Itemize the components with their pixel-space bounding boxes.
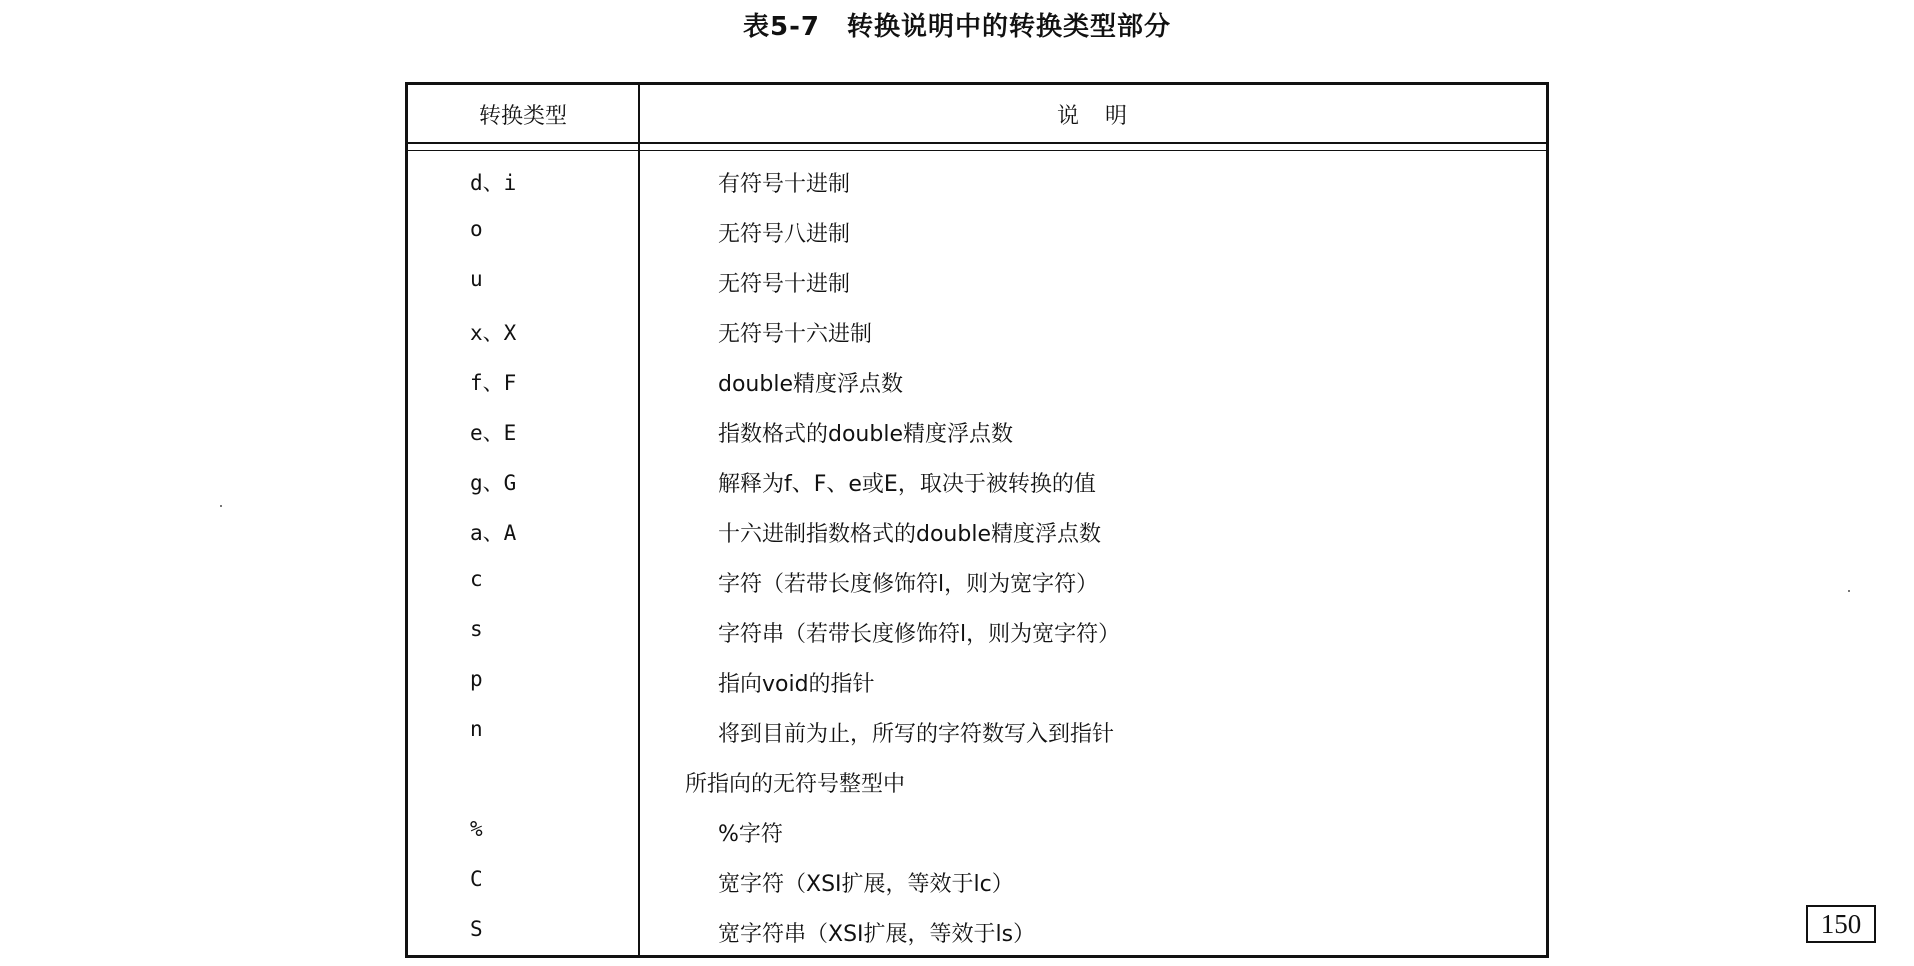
table-row [408,607,1546,657]
description-cell: 指向void的指针 [718,672,875,697]
description-cell: 无符号十进制 [718,272,851,297]
description-cell: 无符号八进制 [718,222,851,247]
description-cell: 解释为f、F、e或E，取决于被转换的值 [718,472,1096,497]
conversion-type-table [405,82,1549,958]
description-cell: 宽字符（XSI扩展，等效于lc） [718,872,1014,897]
description-cell: 将到目前为止，所写的字符数写入到指针 [718,722,1115,747]
conversion-type-cell: % [470,817,483,841]
header-conversion-type: 转换类型 [478,104,567,129]
conversion-type-cell: f、F [470,371,517,395]
scan-speck [220,505,222,507]
conversion-type-cell: u [470,267,483,291]
scan-speck [1848,590,1850,592]
description-cell: 有符号十进制 [718,172,851,197]
description-cell: %字符 [718,822,783,847]
conversion-type-cell: g、G [470,471,517,495]
conversion-type-cell: n [470,717,483,741]
table-row [408,257,1546,307]
conversion-type-cell: e、E [470,421,517,445]
header-description: 说 明 [1056,104,1129,129]
table-row [408,457,1546,507]
description-cell: 所指向的无符号整型中 [685,772,906,797]
conversion-type-cell: S [470,917,483,941]
header-rule [408,142,1546,144]
table-row [408,307,1546,357]
table-row [408,807,1546,857]
conversion-type-cell: a、A [470,521,517,545]
table-row [408,657,1546,707]
conversion-type-cell: p [470,667,483,691]
description-cell: 字符串（若带长度修饰符l，则为宽字符） [718,622,1121,647]
description-cell: 十六进制指数格式的double精度浮点数 [718,522,1101,547]
conversion-type-cell: d、i [470,171,517,195]
description-cell: 指数格式的double精度浮点数 [718,422,1013,447]
table-row [408,707,1546,757]
conversion-type-cell: x、X [470,321,517,345]
table-row [408,757,1546,807]
table-row [408,357,1546,407]
description-cell: 字符（若带长度修饰符l，则为宽字符） [718,572,1099,597]
table-row [408,407,1546,457]
table-row [408,207,1546,257]
description-cell: double精度浮点数 [718,372,903,397]
table-body [408,157,1546,957]
header-rule-thin [408,150,1546,151]
table-row [408,857,1546,907]
table-title: 表5-7 转换说明中的转换类型部分 [743,12,1171,42]
table-row [408,157,1546,207]
conversion-type-cell: c [470,567,483,591]
conversion-type-cell: C [470,867,483,891]
description-cell: 无符号十六进制 [718,322,873,347]
page-number: 150 [1806,905,1876,943]
table-row [408,907,1546,957]
table-row [408,507,1546,557]
conversion-type-cell: o [470,217,483,241]
table-row [408,557,1546,607]
conversion-type-cell: s [470,617,483,641]
description-cell: 宽字符串（XSI扩展，等效于ls） [718,922,1036,947]
